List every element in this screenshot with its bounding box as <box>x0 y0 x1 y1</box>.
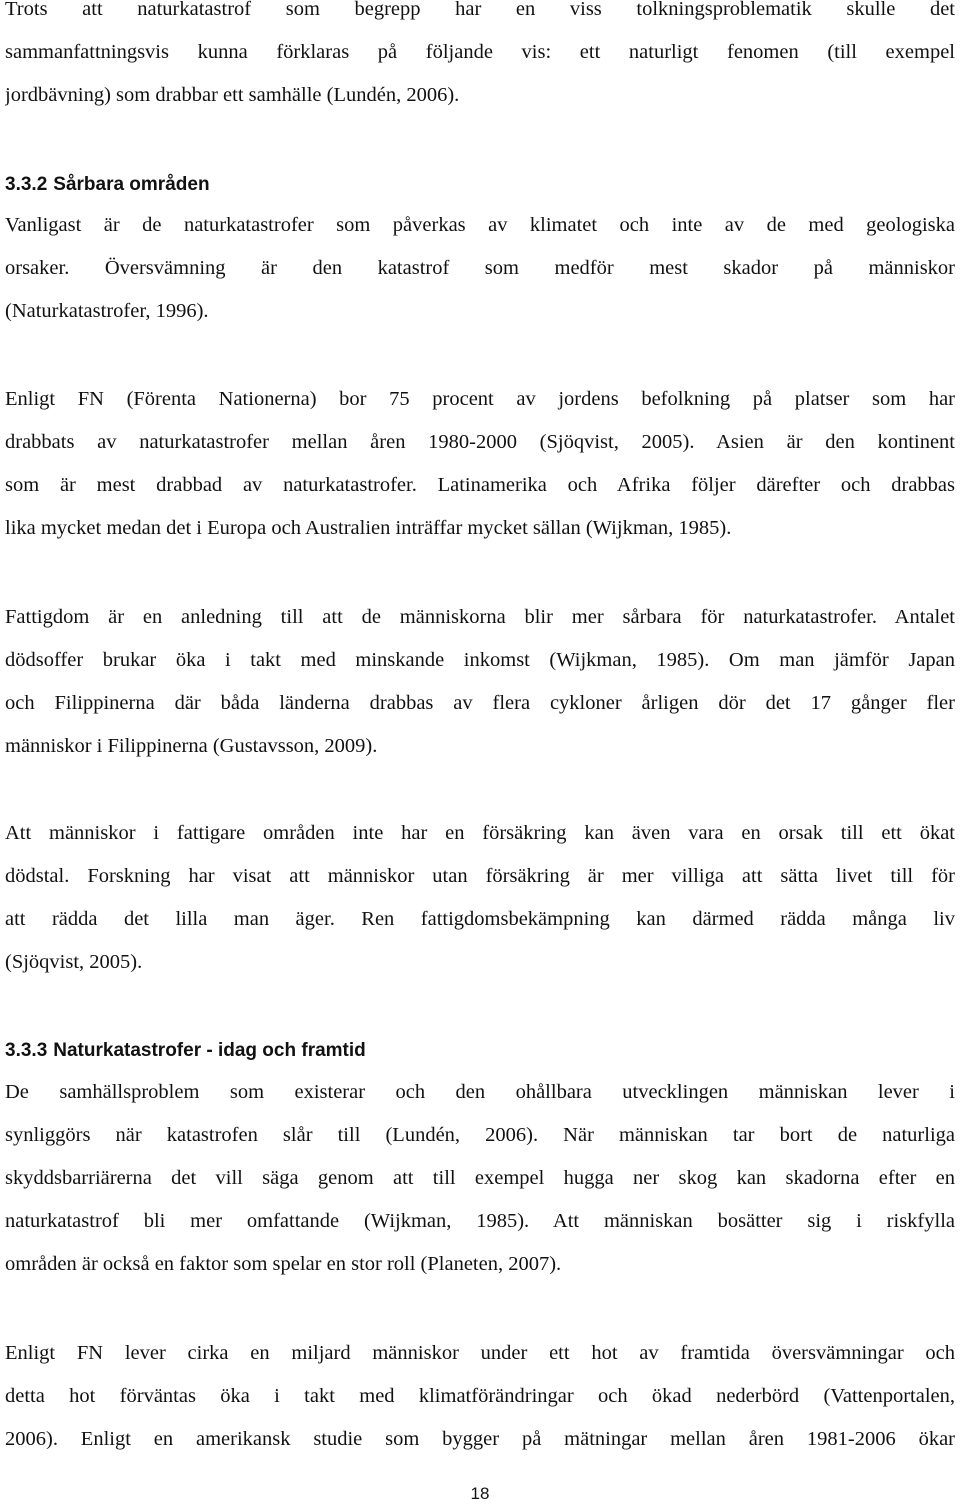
section-heading <box>5 1036 955 1066</box>
text-block-3 <box>5 378 955 550</box>
text-line: som är mest drabbad av naturkatastrofer. Latinamerika och Afrika följer därefter och drabbas <box>5 474 955 496</box>
text-line: lika mycket medan det i Europa och Australien inträffar mycket sällan (Wijkman, 1985). <box>5 517 732 539</box>
text-block-7 <box>5 1332 955 1461</box>
text-line: dödstal. Forskning har visat att människor utan försäkring är mer villiga att sätta livet till för <box>5 865 955 887</box>
paragraph <box>5 204 955 333</box>
text-line: områden är också en faktor som spelar en stor roll (Planeten, 2007). <box>5 1253 562 1275</box>
text-line: Fattigdom är en anledning till att de människorna blir mer sårbara för naturkatastrofer. Antalet <box>5 606 955 628</box>
text-line: orsaker. Översvämning är den katastrof som medför mest skador på människor <box>5 257 955 279</box>
text-line: 2006). Enligt en amerikansk studie som bygger på mätningar mellan åren 1981-2006 ökar <box>5 1428 955 1450</box>
paragraph <box>5 1332 955 1461</box>
text-block-4 <box>5 596 955 768</box>
paragraph <box>5 1071 955 1286</box>
text-line: Trots att naturkatastrof som begrepp har en viss tolkningsproblematik skulle det <box>5 0 955 20</box>
text-block-5 <box>5 812 955 984</box>
text-block-6 <box>5 1071 955 1286</box>
text-line: sammanfattningsvis kunna förklaras på följande vis: ett naturligt fenomen (till exempel <box>5 41 955 63</box>
section-heading-3-3-2 <box>5 170 955 200</box>
paragraph <box>5 378 955 550</box>
section-heading-3-3-3 <box>5 1036 955 1066</box>
section-heading <box>5 170 955 200</box>
text-line: att rädda det lilla man äger. Ren fattigdomsbekämpning kan därmed rädda många liv <box>5 908 955 930</box>
text-block-1 <box>5 0 955 117</box>
text-block-2 <box>5 204 955 333</box>
text-line: detta hot förväntas öka i takt med klimatförändringar och ökad nederbörd (Vattenportalen, <box>5 1385 955 1407</box>
text-line: Vanligast är de naturkatastrofer som påverkas av klimatet och inte av de med geologiska <box>5 214 955 236</box>
paragraph <box>5 812 955 984</box>
text-line: synliggörs när katastrofen slår till (Lundén, 2006). När människan tar bort de naturliga <box>5 1124 955 1146</box>
text-line: jordbävning) som drabbar ett samhälle (Lundén, 2006). <box>5 84 460 106</box>
text-line: Enligt FN (Förenta Nationerna) bor 75 procent av jordens befolkning på platser som har <box>5 388 955 410</box>
text-line: Att människor i fattigare områden inte har en försäkring kan även vara en orsak till ett ökat <box>5 822 955 844</box>
text-line: drabbats av naturkatastrofer mellan åren 1980-2000 (Sjöqvist, 2005). Asien är den kontinent <box>5 431 955 453</box>
text-line: De samhällsproblem som existerar och den ohållbara utvecklingen människan lever i <box>5 1081 955 1103</box>
section-number: 3.3.3 <box>5 1040 48 1061</box>
text-line: och Filippinerna där båda länderna drabbas av flera cykloner årligen dör det 17 gånger fler <box>5 692 955 714</box>
text-line: (Naturkatastrofer, 1996). <box>5 300 209 322</box>
text-line: skyddsbarriärerna det vill säga genom att till exempel hugga ner skog kan skadorna efter en <box>5 1167 955 1189</box>
text-line: (Sjöqvist, 2005). <box>5 951 143 973</box>
section-title: Naturkatastrofer - idag och framtid <box>53 1040 366 1061</box>
text-line: människor i Filippinerna (Gustavsson, 2009). <box>5 735 378 757</box>
section-title: Sårbara områden <box>53 174 210 195</box>
page-number: 18 <box>470 1484 490 1503</box>
text-line: naturkatastrof bli mer omfattande (Wijkman, 1985). Att människan bosätter sig i riskfylla <box>5 1210 955 1232</box>
text-line: dödsoffer brukar öka i takt med minskande inkomst (Wijkman, 1985). Om man jämför Japan <box>5 649 955 671</box>
paragraph <box>5 0 955 117</box>
text-line: Enligt FN lever cirka en miljard människor under ett hot av framtida översvämningar och <box>5 1342 955 1364</box>
section-number: 3.3.2 <box>5 174 48 195</box>
paragraph <box>5 596 955 768</box>
